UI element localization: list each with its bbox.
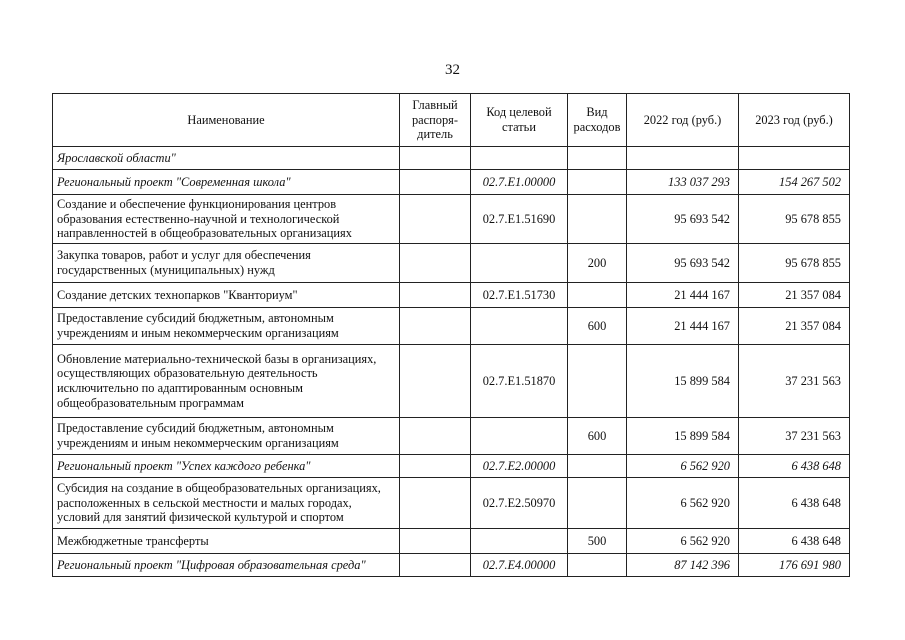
- cell-name: Ярославской области": [53, 147, 400, 170]
- cell-code: [471, 529, 568, 554]
- cell-code: [471, 147, 568, 170]
- cell-2022: 95 693 542: [627, 244, 739, 283]
- cell-code: [471, 308, 568, 345]
- cell-code: 02.7.E1.00000: [471, 170, 568, 195]
- cell-distributor: [400, 170, 471, 195]
- cell-2023: 21 357 084: [739, 308, 850, 345]
- cell-2022: 133 037 293: [627, 170, 739, 195]
- cell-distributor: [400, 418, 471, 455]
- table-row: [53, 478, 850, 529]
- cell-2022: 6 562 920: [627, 529, 739, 554]
- cell-2022: 87 142 396: [627, 554, 739, 577]
- cell-distributor: [400, 283, 471, 308]
- table-row: [53, 345, 850, 418]
- cell-name: Субсидия на создание в общеобразовательных организациях, расположенных в сельской местности и малых городах, условий для занятий физической культурой и спортом: [53, 478, 400, 529]
- cell-expense-type: [568, 283, 627, 308]
- header-2022: 2022 год (руб.): [627, 94, 739, 147]
- cell-distributor: [400, 478, 471, 529]
- cell-expense-type: [568, 478, 627, 529]
- cell-2022: 95 693 542: [627, 195, 739, 244]
- table-row: [53, 554, 850, 577]
- cell-expense-type: [568, 170, 627, 195]
- cell-2022: 15 899 584: [627, 418, 739, 455]
- cell-2023: [739, 147, 850, 170]
- cell-code: 02.7.E2.50970: [471, 478, 568, 529]
- cell-name: Предоставление субсидий бюджетным, автономным учреждениям и иным некоммерческим организациям: [53, 308, 400, 345]
- header-distributor: Главный распоря-дитель: [400, 94, 471, 147]
- cell-distributor: [400, 147, 471, 170]
- cell-name: Создание и обеспечение функционирования центров образования естественно-научной и технологической направленностей в общеобразовательных организациях: [53, 195, 400, 244]
- cell-distributor: [400, 529, 471, 554]
- cell-expense-type: [568, 455, 627, 478]
- cell-2023: 37 231 563: [739, 345, 850, 418]
- cell-2022: 21 444 167: [627, 308, 739, 345]
- cell-2023: 6 438 648: [739, 455, 850, 478]
- table-row: [53, 170, 850, 195]
- cell-name: Закупка товаров, работ и услуг для обеспечения государственных (муниципальных) нужд: [53, 244, 400, 283]
- header-expense-type: Вид расходов: [568, 94, 627, 147]
- cell-name: Региональный проект "Цифровая образовательная среда": [53, 554, 400, 577]
- cell-name: Межбюджетные трансферты: [53, 529, 400, 554]
- cell-distributor: [400, 455, 471, 478]
- cell-name: Создание детских технопарков "Кванториум": [53, 283, 400, 308]
- cell-2023: 95 678 855: [739, 195, 850, 244]
- table-header-row: [53, 94, 850, 147]
- cell-2023: 6 438 648: [739, 529, 850, 554]
- cell-2023: 176 691 980: [739, 554, 850, 577]
- table-row: [53, 418, 850, 455]
- cell-expense-type: [568, 345, 627, 418]
- cell-name: Обновление материально-технической базы в организациях, осуществляющих образовательную деятельность исключительно по адаптированным основным общеобразовательным программам: [53, 345, 400, 418]
- cell-code: 02.7.E1.51730: [471, 283, 568, 308]
- header-name: Наименование: [53, 94, 400, 147]
- cell-expense-type: 600: [568, 418, 627, 455]
- header-code: Код целевой статьи: [471, 94, 568, 147]
- cell-code: [471, 418, 568, 455]
- cell-distributor: [400, 195, 471, 244]
- cell-2023: 6 438 648: [739, 478, 850, 529]
- table-row: [53, 308, 850, 345]
- cell-distributor: [400, 244, 471, 283]
- cell-2022: [627, 147, 739, 170]
- cell-expense-type: [568, 554, 627, 577]
- cell-expense-type: 200: [568, 244, 627, 283]
- cell-expense-type: 600: [568, 308, 627, 345]
- header-2023: 2023 год (руб.): [739, 94, 850, 147]
- cell-2023: 37 231 563: [739, 418, 850, 455]
- cell-distributor: [400, 308, 471, 345]
- table-row: [53, 147, 850, 170]
- cell-distributor: [400, 345, 471, 418]
- cell-2023: 21 357 084: [739, 283, 850, 308]
- cell-2022: 6 562 920: [627, 478, 739, 529]
- cell-2022: 21 444 167: [627, 283, 739, 308]
- table-row: [53, 195, 850, 244]
- table-row: [53, 283, 850, 308]
- cell-distributor: [400, 554, 471, 577]
- cell-2022: 15 899 584: [627, 345, 739, 418]
- cell-2023: 95 678 855: [739, 244, 850, 283]
- cell-2023: 154 267 502: [739, 170, 850, 195]
- table-row: [53, 529, 850, 554]
- budget-table: [52, 93, 850, 577]
- cell-code: 02.7.E2.00000: [471, 455, 568, 478]
- page-number: 32: [445, 62, 460, 78]
- cell-name: Предоставление субсидий бюджетным, автономным учреждениям и иным некоммерческим организациям: [53, 418, 400, 455]
- cell-code: 02.7.E4.00000: [471, 554, 568, 577]
- table-row: [53, 244, 850, 283]
- cell-expense-type: [568, 195, 627, 244]
- cell-code: 02.7.E1.51870: [471, 345, 568, 418]
- cell-expense-type: [568, 147, 627, 170]
- cell-name: Региональный проект "Современная школа": [53, 170, 400, 195]
- cell-name: Региональный проект "Успех каждого ребенка": [53, 455, 400, 478]
- cell-2022: 6 562 920: [627, 455, 739, 478]
- cell-expense-type: 500: [568, 529, 627, 554]
- table-row: [53, 455, 850, 478]
- cell-code: [471, 244, 568, 283]
- cell-code: 02.7.E1.51690: [471, 195, 568, 244]
